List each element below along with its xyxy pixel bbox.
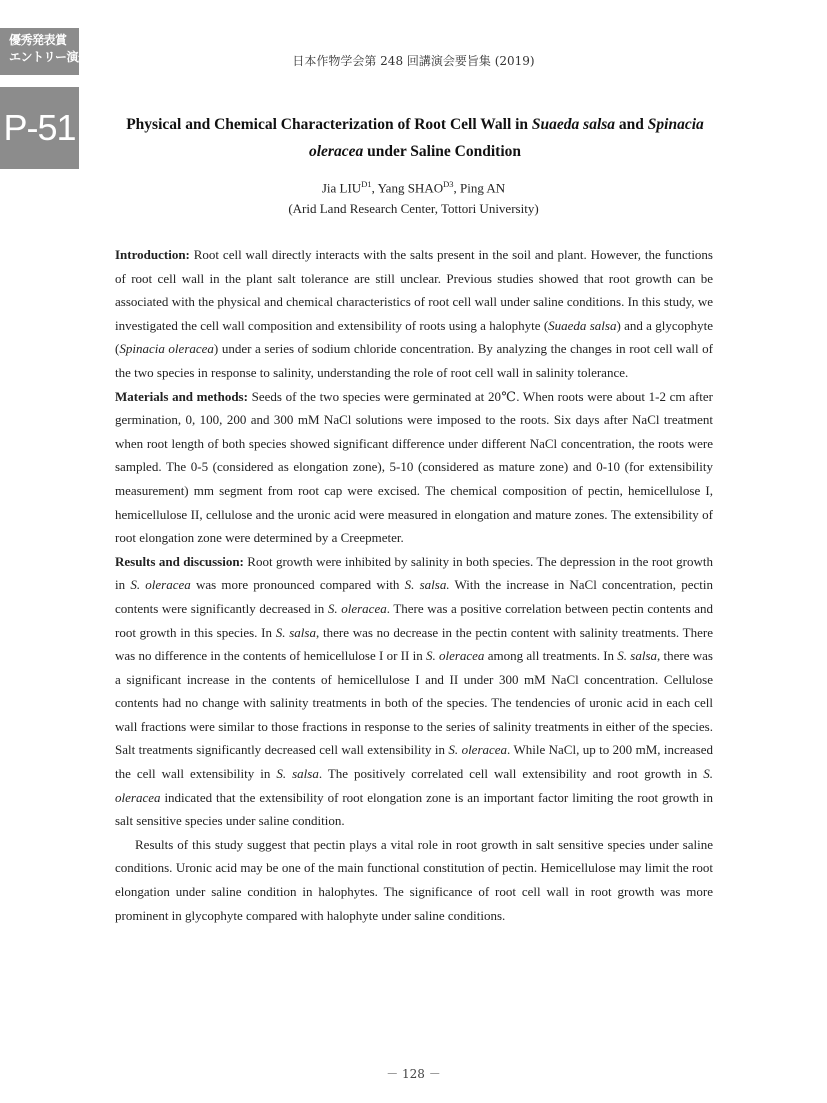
results-heading: Results and discussion: <box>115 553 244 569</box>
species-name: S. oleracea <box>425 648 485 664</box>
author-1: Jia LIU <box>321 180 362 196</box>
author-3: , Ping AN <box>453 180 506 196</box>
text-run: ) and a glycophyte ( <box>115 317 714 357</box>
running-head: 日本作物学会第 248 回講演会要旨集 (2019) <box>292 54 535 68</box>
author-2: , Yang SHAO <box>371 180 444 196</box>
title-text-3: under Saline Condition <box>363 143 521 160</box>
abstract-body <box>115 243 713 927</box>
author-list <box>0 174 827 198</box>
introduction-paragraph <box>115 243 713 385</box>
title-species-1: Suaeda salsa <box>531 116 616 133</box>
title-text-2: and <box>615 116 648 133</box>
species-name: S. oleracea <box>130 577 191 593</box>
text-run: Root cell wall directly interacts with the salts present in the soil and plant. However, the functions of root cell wall in the plant salt tolerance are still unclear. Previous studies showed that root growth can be associated with the physical and chemical characteristics of root cell wall under saline conditions. In this study, we investigated the cell wall composition and extensibility of roots using a halophyte ( <box>115 247 713 333</box>
title-species-2b: oleracea <box>308 143 364 160</box>
text-run: among all treatments. In <box>484 648 618 664</box>
conclusion-paragraph: Results of this study suggest that pectin plays a vital role in root growth in salt sensitive species under saline conditions. Uronic acid may be one of the main functional constitution of pectin. Hemicellulose may limit the root elongation under saline condition in halophytes. The significance of root cell wall in root growth was more prominent in glycophyte compared with halophyte under saline conditions. <box>115 836 713 923</box>
introduction-heading: Introduction: <box>115 247 190 262</box>
text-run: Root growth were inhibited by salinity in both species. The depression in the root growth in <box>115 553 713 593</box>
paper-title <box>110 111 720 165</box>
results-paragraph <box>115 550 713 833</box>
species-name: S. salsa <box>275 624 316 640</box>
species-name: S. oleracea <box>115 766 713 805</box>
methods-heading: Materials and methods: <box>115 388 248 404</box>
award-badge-line1: 優秀発表賞 <box>9 33 67 47</box>
species-name: S. salsa. <box>404 577 450 593</box>
text-run: was more pronounced compared with <box>190 577 405 593</box>
species-name: Spinacia oleracea <box>119 341 214 357</box>
species-name: S. oleracea <box>448 742 508 758</box>
text-run: . The positively correlated cell wall extensibility and root growth in <box>318 766 704 782</box>
poster-code-badge: P-51 <box>0 87 79 169</box>
text-run: . While NaCl, up to 200 mM, increased the cell wall extensibility in <box>115 742 713 782</box>
text-run: With the increase in NaCl concentration, pectin contents were significantly decreased in <box>115 577 713 616</box>
text-run: , there was a significant increase in the contents of hemicellulose I and II under 300 mM NaCl concentration. Cellulose contents had no change with salinity treatments in both of the species. The tendencies of uronic acid in each cell wall fractions were similar to those fractions in response to the series of salinity treatments in either of the species. Salt treatments significantly decreased cell wall extensibility in <box>115 648 713 758</box>
text-run: ) under a series of sodium chloride concentration. By analyzing the changes in root cell wall of the two species in response to salinity, understanding the role of root cell wall in salinity tolerance. <box>115 341 713 380</box>
species-name: Suaeda salsa <box>548 317 617 333</box>
title-text-1: Physical and Chemical Characterization of Root Cell Wall in <box>126 116 532 133</box>
methods-paragraph <box>115 385 713 550</box>
species-name: S. salsa <box>276 766 319 782</box>
author-1-affil: D1 <box>361 179 372 189</box>
text-run: . There was a positive correlation between pectin contents and root growth in this species. In <box>115 600 714 640</box>
affiliation: (Arid Land Research Center, Tottori University) <box>288 201 539 216</box>
text-run: indicated that the extensibility of root elongation zone is an important factor limiting the root growth in salt sensitive species under saline condition. <box>115 789 713 829</box>
title-species-2a: Spinacia <box>647 116 704 133</box>
species-name: S. oleracea <box>327 600 387 616</box>
text-run: , there was no decrease in the pectin content with salinity treatments. There was no difference in the contents of hemicellulose I or II in <box>115 624 713 664</box>
award-badge-line2: エントリー演題 <box>9 50 90 64</box>
species-name: S. salsa <box>617 648 658 664</box>
author-2-affil: D3 <box>443 179 454 189</box>
page-number: － 128 － <box>386 1067 441 1081</box>
text-run: Seeds of the two species were germinated at 20℃. When roots were about 1-2 cm after germination, 0, 100, 200 and 300 mM NaCl solutions were imposed to the roots. Six days after NaCl treatment when root length of both species showed significant difference under different NaCl concentration, the roots were sampled. The 0-5 (considered as elongation zone), 5-10 (considered as mature zone) and 0-10 (for extensibility measurement) mm segment from root cap were excised. The chemical composition of pectin, hemicellulose I, hemicellulose II, cellulose and the uronic acid were measured in elongation and mature zones. The extensibility of root elongation zone were determined by a Creepmeter. <box>115 388 713 546</box>
